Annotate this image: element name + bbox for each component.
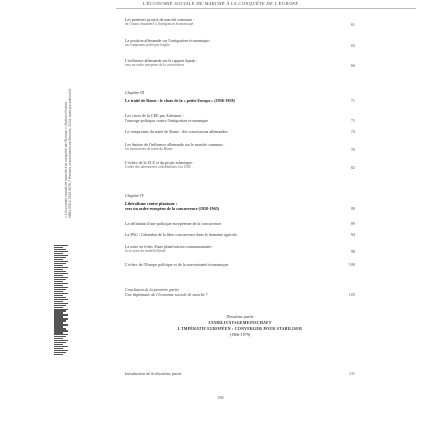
page-number: 94	[350, 232, 355, 237]
toc-subline: l'ancrage politique contre l'intégration économique	[125, 118, 209, 123]
part-dates: (1966-1979)	[229, 332, 251, 337]
folio: 358	[217, 395, 224, 400]
toc-entry	[125, 201, 355, 211]
conclusion-line: Conclusion de la première partie.	[125, 287, 181, 292]
toc-entry	[125, 98, 355, 103]
toc-entry	[125, 262, 355, 267]
toc-entry	[125, 221, 355, 226]
imprint-line: « L'économie sociale de marché à la conquête de l'Europe », Mathieu Dubois	[64, 101, 68, 218]
toc-entry	[125, 232, 355, 237]
page-number: 103	[348, 292, 355, 297]
toc-entry	[125, 287, 355, 297]
toc-line: Les limites de l'influence allemande sur le marché commun :	[125, 142, 225, 147]
toc-entry	[125, 160, 355, 170]
toc-line: L'échec de la ZLE et du projet atlantique :	[125, 160, 194, 165]
toc-subline: de l'union douanière à l'intégration économique	[125, 22, 194, 26]
chapter-title: vers un ordre européen de la concurrence (1958-1965)	[125, 206, 220, 211]
toc-entry	[125, 244, 355, 254]
toc-entry	[125, 17, 355, 27]
toc-subline: la victoire du modèle libéral	[125, 249, 166, 253]
toc-entry	[125, 38, 355, 48]
toc-line: Les premiers projets de marché commun :	[125, 17, 194, 22]
conclusion-line: Une diplomatie de l'économie sociale de marché ?	[125, 292, 208, 297]
page-number: 66	[350, 63, 355, 68]
toc-subline: l'ordre des alternatives ordolibérales à la CEE	[125, 165, 191, 169]
header-rule	[116, 8, 416, 9]
toc-line: L'échec de l'Europe politique et de la souveraineté économique	[125, 262, 229, 267]
part-label: Deuxième partie	[226, 314, 254, 319]
page-number: 89	[350, 206, 355, 211]
chapter-title: Libéralisme contre planisme :	[125, 201, 178, 206]
page-number: 61	[350, 22, 355, 27]
toc-line: L'influence allemande sur le rapport Spaak :	[125, 58, 198, 63]
toc-entry	[125, 142, 355, 152]
toc-line: La définition d'une politique européenne de la concurrence	[125, 221, 222, 226]
toc-subline: vers un ordre européen de la concurrence	[125, 63, 185, 67]
page-number: 82	[350, 165, 355, 170]
intro-line: Introduction de la deuxième partie	[125, 371, 182, 376]
page-number: 111	[349, 371, 355, 376]
part-subtitle: L'IMPÉRATIF EUROPÉEN : CONVERGER POUR STABILISER	[177, 327, 303, 331]
page-number: 76	[350, 147, 355, 152]
toc-entry	[125, 113, 355, 123]
page-number: 71	[350, 118, 355, 123]
page-number: 98	[350, 249, 355, 254]
page-number: 74	[350, 129, 355, 134]
part-title: STABILITÄTSGEMEINSCHAFT	[208, 321, 272, 325]
toc-entry	[125, 371, 355, 376]
page-number: 71	[350, 98, 355, 103]
toc-line: Les choix de la CEE par Adenauer :	[125, 113, 184, 118]
toc-line: Le compromis du traité de Rome : des concessions allemandes	[125, 129, 228, 134]
barcode-graphic	[54, 245, 68, 385]
part-heading	[125, 314, 355, 338]
imprint-line: ISBN 978-2-7535-9576-7 Presses universitaires de Rennes, 2024, www.pur-editions.fr	[68, 88, 73, 218]
running-header: L'ÉCONOMIE SOCIALE DE MARCHÉ À LA CONQUÊTE DE L'EUROPE	[142, 1, 299, 6]
toc-line: La PAC : l'abandon de la libre concurrence dans le domaine agricole	[125, 232, 238, 237]
page-number: 65	[350, 43, 355, 48]
toc-subline: un compromis politique fragile	[125, 43, 170, 47]
toc-entry	[125, 58, 355, 68]
page-number: 89	[350, 221, 355, 226]
toc-entry	[125, 129, 355, 134]
toc-subline: les institutions du traité de Rome	[125, 147, 173, 151]
toc-line: La position allemande sur l'intégration économique :	[125, 38, 212, 43]
chapter-label: Chapitre IV	[125, 193, 144, 198]
chapter-label: Chapitre III	[125, 90, 145, 95]
page-number: 100	[348, 262, 355, 267]
sidebar-imprint	[64, 38, 73, 218]
toc-line: La mise en échec d'une planification communautaire :	[125, 244, 214, 249]
chapter-title: Le traité de Rome : le choix de la « petite Europe » (1956-1958)	[125, 98, 235, 103]
